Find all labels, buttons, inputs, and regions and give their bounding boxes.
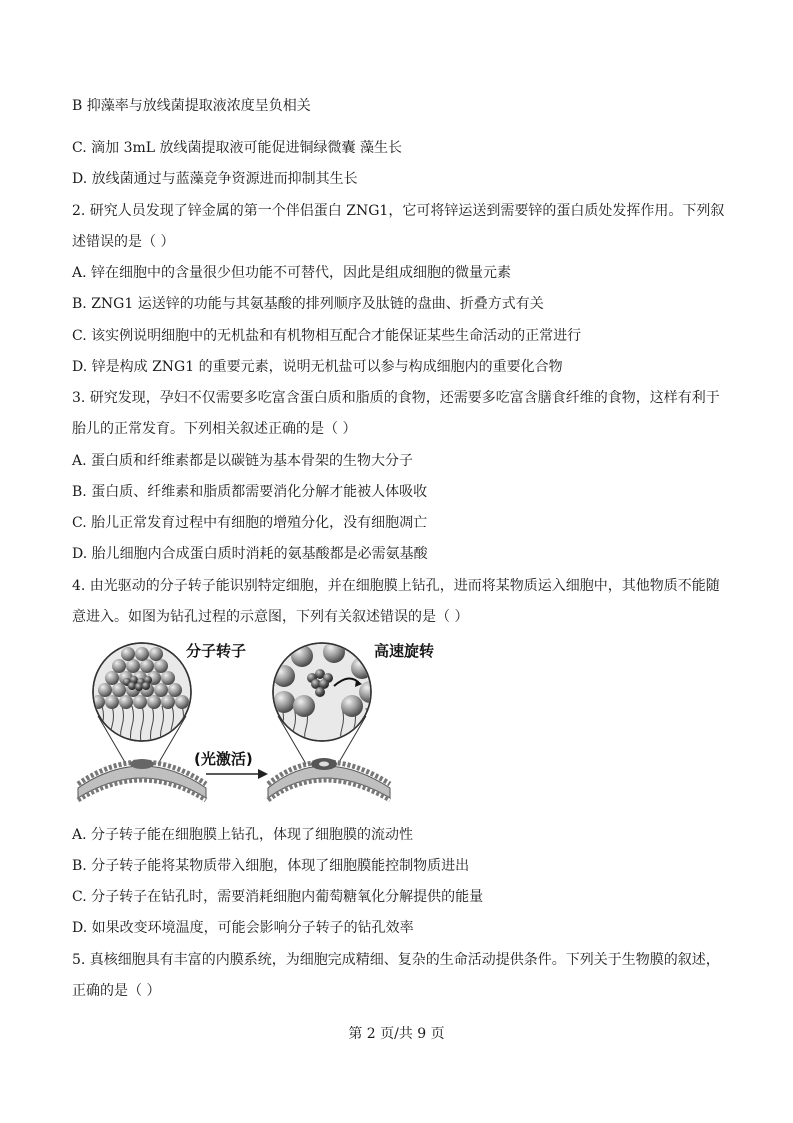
q1-option-b: B 抑藻率与放线菌提取液浓度呈负相关 xyxy=(72,98,311,114)
q3-option-a: A. 蛋白质和纤维素都是以碳链为基本骨架的生物大分子 xyxy=(72,453,414,469)
q5-stem-line1: 5. 真核细胞具有丰富的内膜系统，为细胞完成精细、复杂的生命活动提供条件。下列关于生物膜的叙述， xyxy=(72,952,720,968)
label-high-speed-rotation: 高速旋转 xyxy=(374,642,435,660)
q4-stem-line2: 意进入。如图为钻孔过程的示意图，下列有关叙述错误的是（ ） xyxy=(72,609,469,625)
q4-option-b: B. 分子转子能将某物质带入细胞，体现了细胞膜能控制物质进出 xyxy=(72,858,470,874)
left-membrane xyxy=(78,759,206,800)
page-footer: 第 2 页/共 9 页 xyxy=(348,1026,445,1042)
right-membrane xyxy=(268,758,390,800)
q2-option-a: A. 锌在细胞中的含量很少但功能不可替代，因此是组成细胞的微量元素 xyxy=(72,265,512,281)
q2-stem-line1: 2. 研究人员发现了锌金属的第一个伴侣蛋白 ZNG1，它可将锌运送到需要锌的蛋白质处发挥作用。下列叙 xyxy=(72,203,725,219)
q2-option-b: B. ZNG1 运送锌的功能与其氨基酸的排列顺序及肽链的盘曲、折叠方式有关 xyxy=(72,296,544,312)
right-zoom-circle xyxy=(273,641,381,748)
membrane-drilling-svg xyxy=(72,636,452,812)
q1-option-c: C. 滴加 3mL 放线菌提取液可能促进铜绿微囊 藻生长 xyxy=(72,140,402,156)
q3-stem-line1: 3. 研究发现，孕妇不仅需要多吃富含蛋白质和脂质的食物，还需要多吃富含膳食纤维的食物，这样有利于 xyxy=(72,390,720,406)
q2-option-c: C. 该实例说明细胞中的无机盐和有机物相互配合才能保证某些生命活动的正常进行 xyxy=(72,328,582,344)
q3-option-c: C. 胎儿正常发育过程中有细胞的增殖分化，没有细胞凋亡 xyxy=(72,515,428,531)
q4-option-a: A. 分子转子能在细胞膜上钻孔，体现了细胞膜的流动性 xyxy=(72,827,414,843)
membrane-drilling-figure xyxy=(72,636,452,812)
q4-option-d: D. 如果改变环境温度，可能会影响分子转子的钻孔效率 xyxy=(72,920,414,936)
q3-option-d: D. 胎儿细胞内合成蛋白质时消耗的氨基酸都是必需氨基酸 xyxy=(72,546,428,562)
q4-stem-line1: 4. 由光驱动的分子转子能识别特定细胞，并在细胞膜上钻孔，进而将某物质运入细胞中，其他物质不能随 xyxy=(72,578,720,594)
label-light-activation: (光激活) xyxy=(194,750,253,768)
process-arrow xyxy=(206,769,268,779)
label-molecular-rotor: 分子转子 xyxy=(186,642,247,660)
q3-stem-line2: 胎儿的正常发育。下列相关叙述正确的是（ ） xyxy=(72,421,357,437)
q3-option-b: B. 蛋白质、纤维素和脂质都需要消化分解才能被人体吸收 xyxy=(72,484,428,500)
q4-option-c: C. 分子转子在钻孔时，需要消耗细胞内葡萄糖氧化分解提供的能量 xyxy=(72,889,484,905)
q2-stem-line2: 述错误的是（ ） xyxy=(72,234,175,250)
q2-option-d: D. 锌是构成 ZNG1 的重要元素，说明无机盐可以参与构成细胞内的重要化合物 xyxy=(72,359,563,375)
q5-stem-line2: 正确的是（ ） xyxy=(72,983,161,999)
q1-option-d: D. 放线菌通过与蓝藻竞争资源进而抑制其生长 xyxy=(72,171,358,187)
